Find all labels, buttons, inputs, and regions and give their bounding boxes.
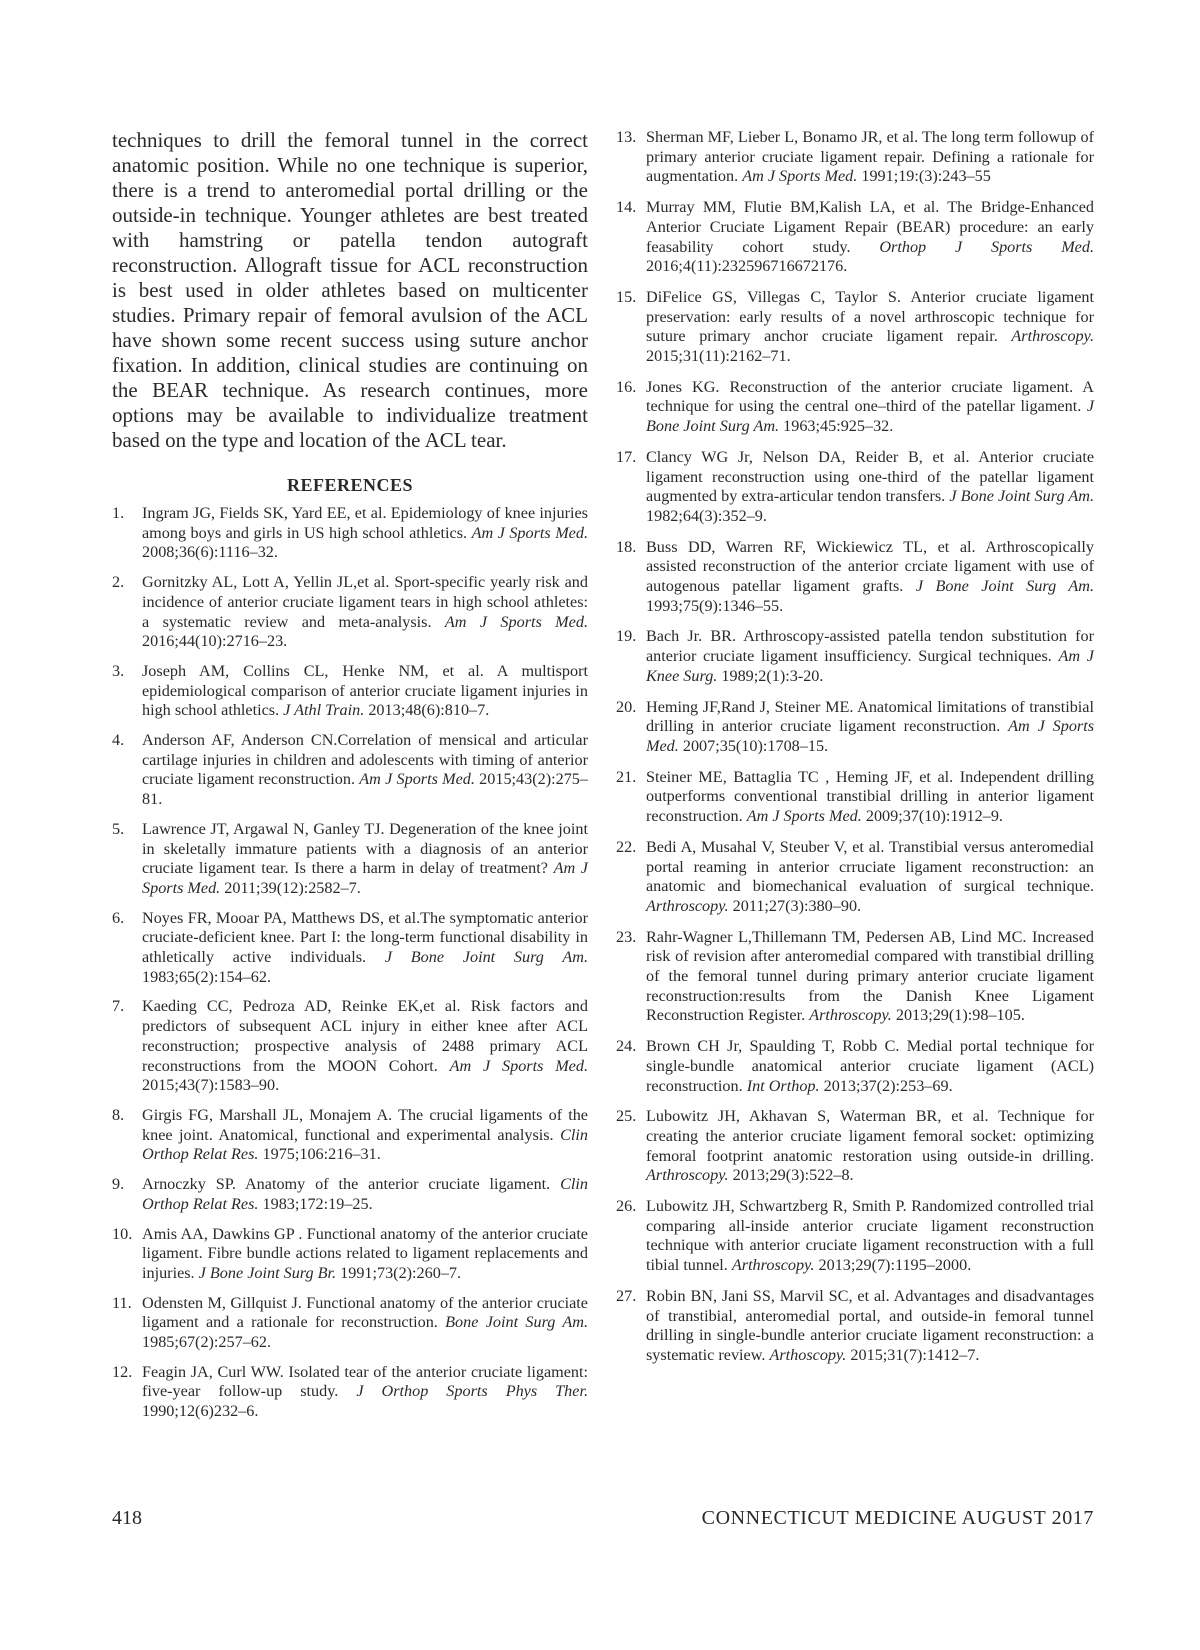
reference-item: 9. Arnoczky SP. Anatomy of the anterior cruciate ligament. Clin Orthop Relat Res. 1983;172:19–25. [112,1175,588,1213]
page-number: 418 [112,1507,142,1529]
reference-item: 3. Joseph AM, Collins CL, Henke NM, et al. A multisport epidemiological comparison of anterior cruciate ligament injuries in high school athletics. J Athl Train. 2013;48(6):810–7. [112,661,588,720]
references-list-left [112,504,588,1422]
reference-item: 17. Clancy WG Jr, Nelson DA, Reider B, et al. Anterior cruciate ligament reconstruction using one-third of the patellar ligament augmented by extra-articular tendon transfers. J Bone Joint Surg Am. 1982;64(3):352–9. [616,447,1094,525]
reference-item: 19. Bach Jr. BR. Arthroscopy-assisted patella tendon substitution for anterior cruciate ligament insufficiency. Surgical techniques. Am J Knee Surg. 1989;2(1):3-20. [616,627,1094,685]
references-list-right [616,128,1094,1366]
reference-item: 20. Heming JF,Rand J, Steiner ME. Anatomical limitations of transtibial drilling in anterior cruciate ligament reconstruction. Am J Sports Med. 2007;35(10):1708–15. [616,697,1095,755]
reference-item: 22. Bedi A, Musahal V, Steuber V, et al. Transtibial versus anteromedial portal reaming in anterior crruciate ligament reconstruction: an anatomic and biomechanical evaluation of surgical technique. Arthroscopy. 2011;27(3):380–90. [616,837,1094,915]
reference-item: 26. Lubowitz JH, Schwartzberg R, Smith P. Randomized controlled trial comparing all-inside anterior cruciate ligament reconstruction technique with anterior cruciate ligament reconstruction with a full tibial tunnel. Arthroscopy. 2013;29(7):1195–2000. [616,1197,1094,1275]
reference-item: 10. Amis AA, Dawkins GP . Functional anatomy of the anterior cruciate ligament. Fibre bundle actions related to ligament replacements and injuries. J Bone Joint Surg Br. 1991;73(2):260–7. [112,1224,588,1282]
left-column [112,128,588,1432]
journal-issue: CONNECTICUT MEDICINE AUGUST 2017 [701,1507,1094,1529]
reference-item: 6. Noyes FR, Mooar PA, Matthews DS, et al.The symptomatic anterior cruciate-deficient knee. Part I: the long-term functional disability in athletically active individuals. J Bone Joint Surg Am. 1983;65(2):154–62. [112,908,588,986]
reference-item: 1. Ingram JG, Fields SK, Yard EE, et al. Epidemiology of knee injuries among boys and girls in US high school athletics. Am J Sports Med. 2008;36(6):1116–32. [112,504,588,562]
reference-item: 18. Buss DD, Warren RF, Wickiewicz TL, et al. Arthroscopically assisted reconstruction of the anterior crciate ligament with use of autogenous patellar ligament grafts. J Bone Joint Surg Am. 1993;75(9):1346–55. [616,537,1094,615]
reference-item: 12. Feagin JA, Curl WW. Isolated tear of the anterior cruciate ligament: five-year follow-up study. J Orthop Sports Phys Ther. 1990;12(6)232–6. [112,1362,588,1421]
body-paragraph: techniques to drill the femoral tunnel in the correct anatomic position. While no one technique is superior, there is a trend to anteromedial portal drilling or the outside-in technique. Younger athletes are best treated with hamstring or patella tendon autograft reconstruction. Allograft tissue for ACL reconstruction is best used in older athletes based on multicenter studies. Primary repair of femoral avulsion of the ACL have shown some recent success using suture anchor fixation. In addition, clinical studies are continuing on the BEAR technique. As research continues, more options may be available to individualize treatment based on the type and location of the ACL tear. [112,128,588,452]
reference-item: 13. Sherman MF, Lieber L, Bonamo JR, et al. The long term followup of primary anterior cruciate ligament repair. Defining a rationale for augmentation. Am J Sports Med. 1991;19:(3):243–55 [616,128,1094,186]
reference-item: 25. Lubowitz JH, Akhavan S, Waterman BR, et al. Technique for creating the anterior cruciate ligament femoral socket: optimizing femoral footprint anatomic restoration using outside-in drilling. Arthroscopy. 2013;29(3):522–8. [616,1107,1094,1185]
reference-item: 27. Robin BN, Jani SS, Marvil SC, et al. Advantages and disadvantages of transtibial, anteromedial portal, and outside-in femoral tunnel drilling in single-bundle anterior cruciate ligament reconstruction: a systematic review. Arthoscopy. 2015;31(7):1412–7. [616,1286,1094,1364]
reference-item: 21. Steiner ME, Battaglia TC , Heming JF, et al. Independent drilling outperforms conventional transtibial drilling in anterior ligament reconstruction. Am J Sports Med. 2009;37(10):1912–9. [616,767,1094,826]
reference-item: 2. Gornitzky AL, Lott A, Yellin JL,et al. Sport-specific yearly risk and incidence of anterior cruciate ligament tears in high school athletes: a systematic review and meta-analysis. Am J Sports Med. 2016;44(10):2716–23. [112,573,588,651]
reference-item: 15. DiFelice GS, Villegas C, Taylor S. Anterior cruciate ligament preservation: early results of a novel arthroscopic technique for suture primary anchor cruciate ligament repair. Arthroscopy. 2015;31(11):2162–71. [616,287,1094,366]
reference-item: 23. Rahr-Wagner L,Thillemann TM, Pedersen AB, Lind MC. Increased risk of revision after anteromedial compared with transtibial drilling of the femoral tunnel during primary anterior cruciate ligament reconstruction:results from the Danish Knee Ligament Reconstruction Register. Arthroscopy. 2013;29(1):98–105. [616,927,1094,1025]
reference-item: 11. Odensten M, Gillquist J. Functional anatomy of the anterior cruciate ligament and a rationale for reconstruction. Bone Joint Surg Am. 1985;67(2):257–62. [112,1293,588,1352]
right-column [616,128,1094,1377]
reference-item: 8. Girgis FG, Marshall JL, Monajem A. The crucial ligaments of the knee joint. Anatomical, functional and experimental analysis. Clin Orthop Relat Res. 1975;106:216–31. [112,1105,588,1164]
reference-item: 14. Murray MM, Flutie BM,Kalish LA, et al. The Bridge-Enhanced Anterior Cruciate Ligament Repair (BEAR) procedure: an early feasability cohort study. Orthop J Sports Med. 2016;4(11):232596716672176. [616,198,1094,276]
reference-item: 4. Anderson AF, Anderson CN.Correlation of mensical and articular cartilage injuries in children and adolescents with timing of anterior cruciate ligament reconstruction. Am J Sports Med. 2015;43(2):275–81. [112,731,588,809]
reference-item: 24. Brown CH Jr, Spaulding T, Robb C. Medial portal technique for single-bundle anatomical anterior cruciate ligament (ACL) reconstruction. Int Orthop. 2013;37(2):253–69. [616,1037,1094,1095]
references-heading: REFERENCES [286,475,414,495]
reference-item: 16. Jones KG. Reconstruction of the anterior cruciate ligament. A technique for using the central one–third of the patellar ligament. J Bone Joint Surg Am. 1963;45:925–32. [616,377,1094,436]
reference-item: 5. Lawrence JT, Argawal N, Ganley TJ. Degeneration of the knee joint in skeletally immature patients with a diagnosis of an anterior cruciate ligament tear. Is there a harm in delay of treatment? Am J Sports Med. 2011;39(12):2582–7. [112,819,588,897]
reference-item: 7. Kaeding CC, Pedroza AD, Reinke EK,et al. Risk factors and predictors of subsequent ACL injury in either knee after ACL reconstruction; prospective analysis of 2488 primary ACL reconstructions from the MOON Cohort. Am J Sports Med. 2015;43(7):1583–90. [112,997,588,1095]
